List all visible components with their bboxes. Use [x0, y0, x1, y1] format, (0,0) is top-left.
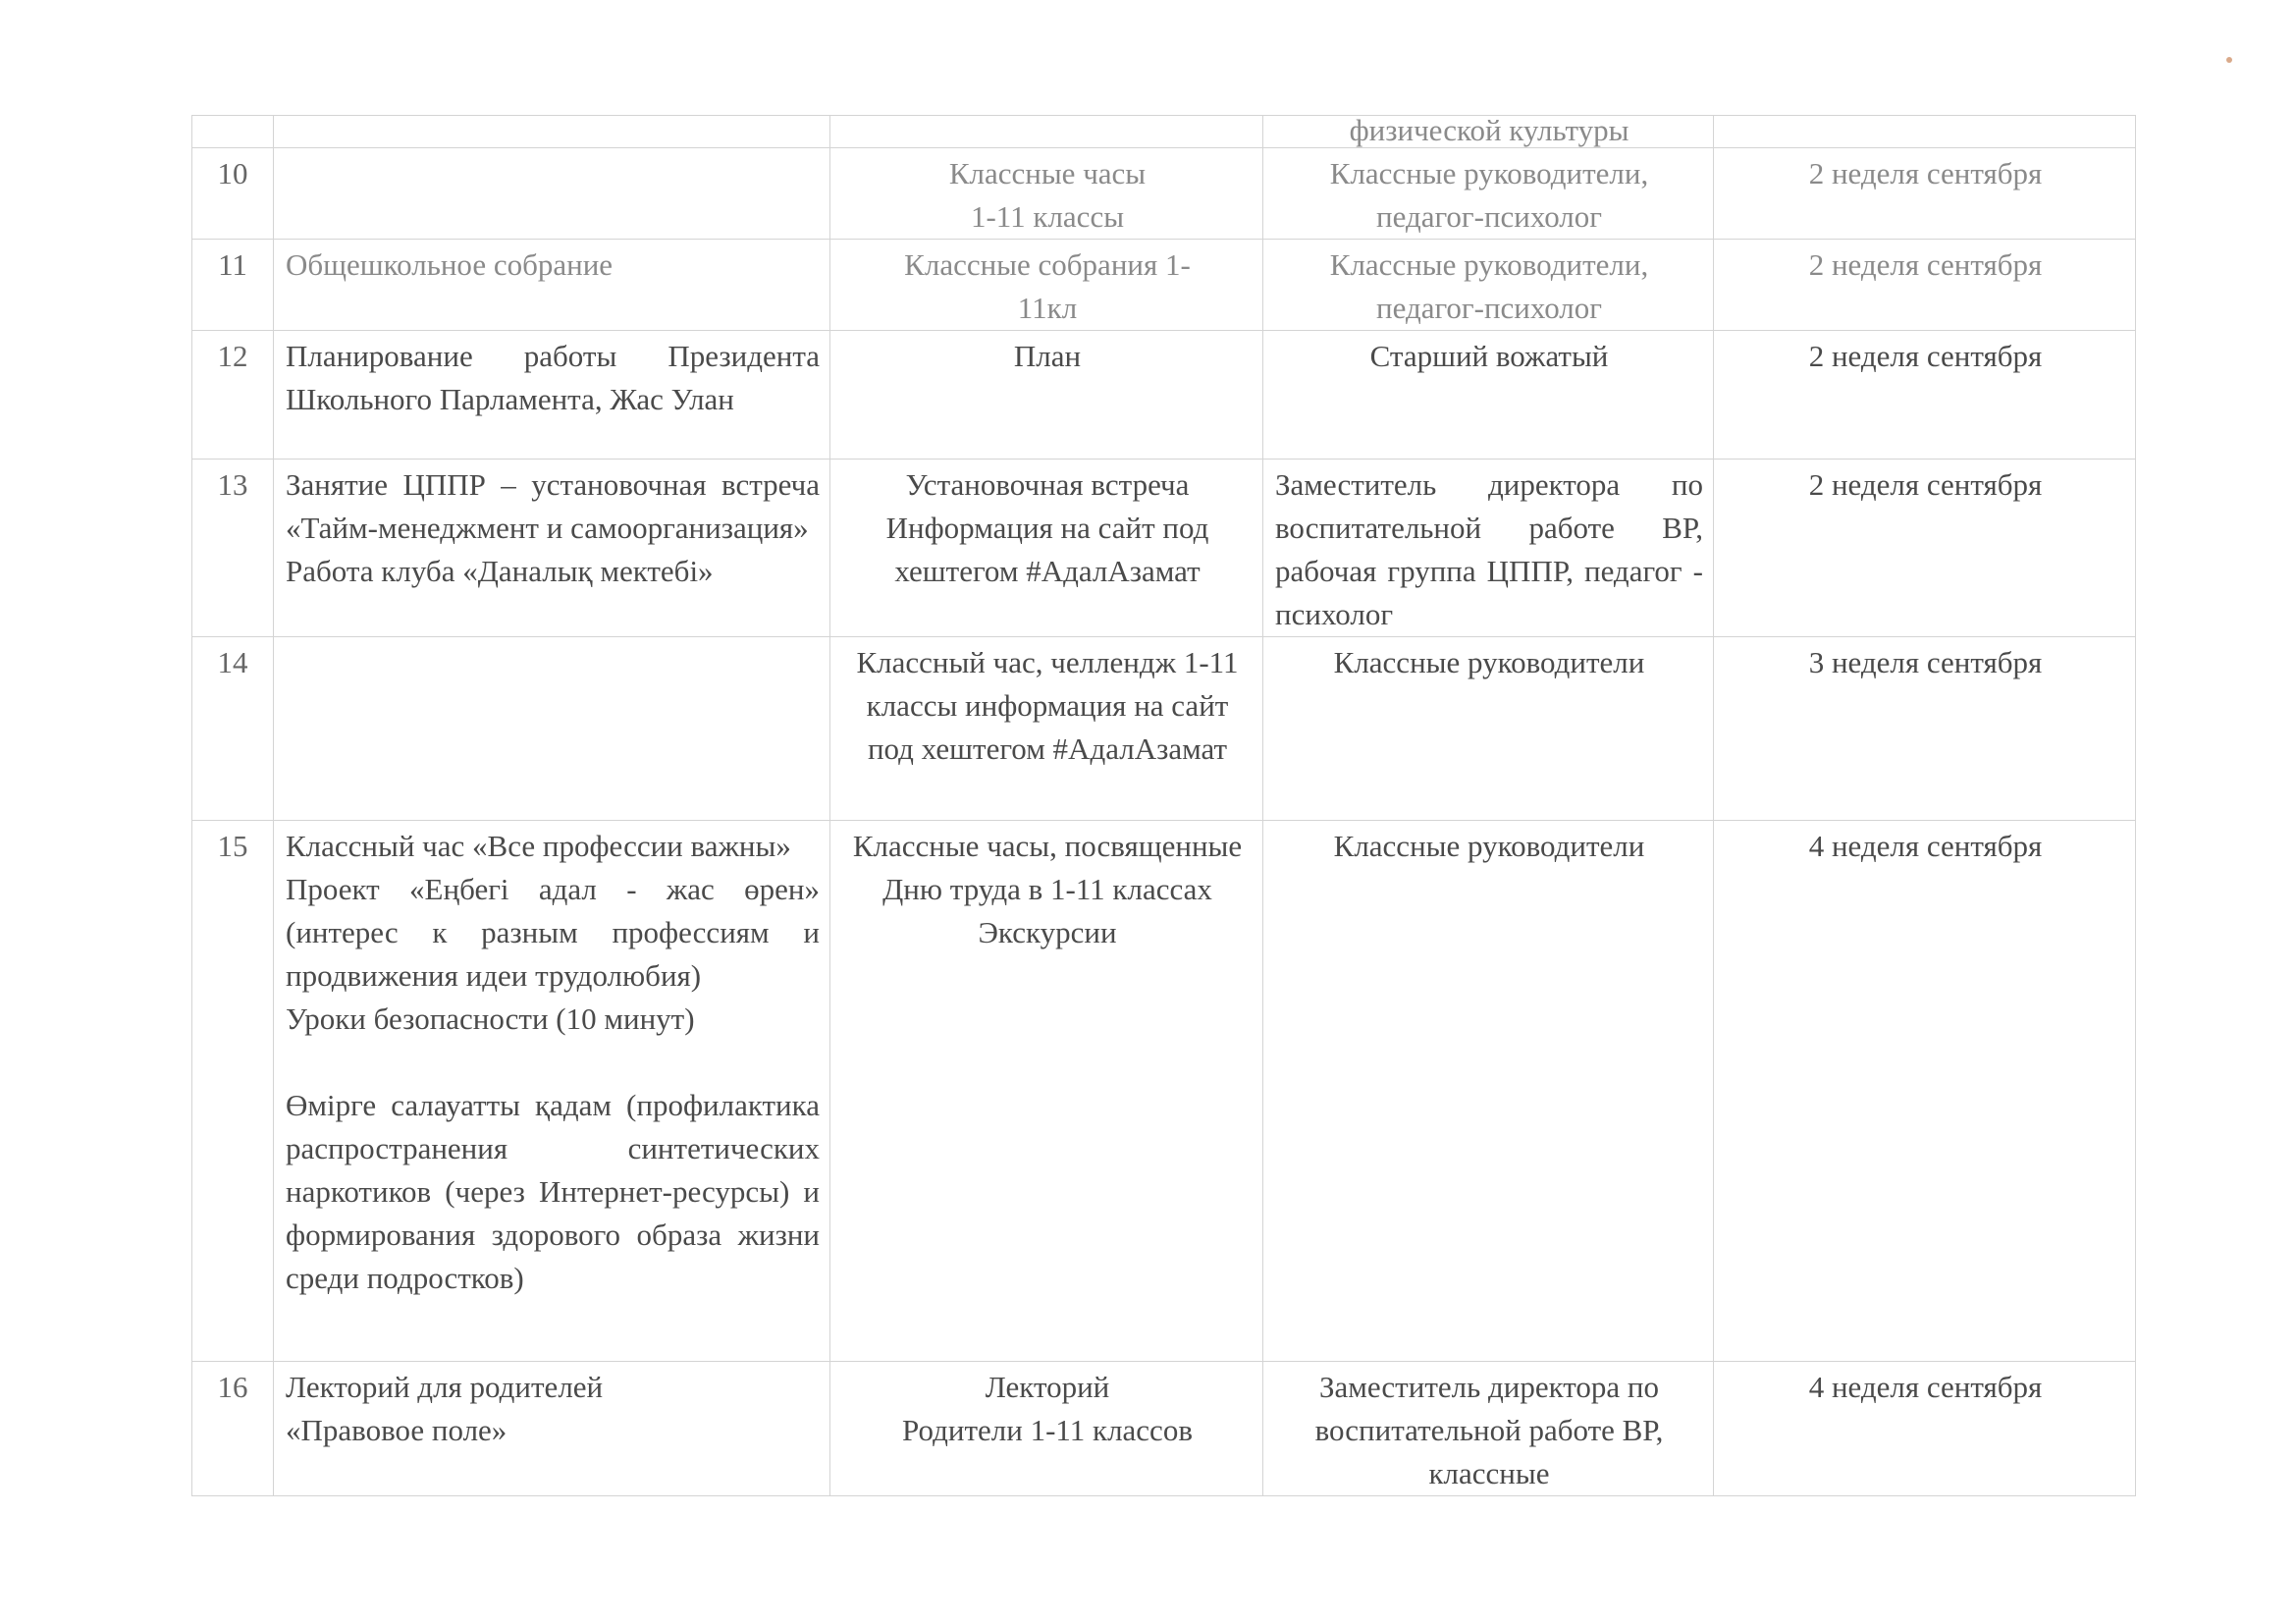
form-cell: Классные часы 1-11 классы	[830, 148, 1263, 240]
date-cell	[1714, 116, 2136, 148]
responsible-cell: Классные руководители, педагог-психолог	[1263, 240, 1714, 331]
activity-plan-table	[191, 115, 2136, 1496]
event-cell: Классный час «Все профессии важны» Проект «Еңбегі адал - жас өрен» (интерес к разным профессиям и продвижения идеи трудолюбия) Уроки безопасности (10 минут) Өмірге салауатты қадам (профилактика распространения синтетических наркотиков (через Интернет-ресурсы) и формирования здорового образа жизни среди подростков)	[274, 821, 830, 1362]
form-cell: Классные собрания 1- 11кл	[830, 240, 1263, 331]
row-number: 12	[192, 331, 274, 460]
row-number	[192, 116, 274, 148]
date-cell: 2 неделя сентября	[1714, 148, 2136, 240]
form-cell	[830, 116, 1263, 148]
table-row	[192, 1362, 2136, 1496]
event-cell: Планирование работы Президента Школьного Парламента, Жас Улан	[274, 331, 830, 460]
row-number: 10	[192, 148, 274, 240]
form-cell: Установочная встреча Информация на сайт под хештегом #АдалАзамат	[830, 460, 1263, 637]
form-cell: Классные часы, посвященные Дню труда в 1-11 классах Экскурсии	[830, 821, 1263, 1362]
date-cell: 4 неделя сентября	[1714, 821, 2136, 1362]
date-cell: 2 неделя сентября	[1714, 460, 2136, 637]
responsible-cell: физической культуры	[1263, 116, 1714, 148]
event-cell	[274, 637, 830, 821]
row-number: 15	[192, 821, 274, 1362]
responsible-cell: Старший вожатый	[1263, 331, 1714, 460]
row-number: 11	[192, 240, 274, 331]
row-number: 16	[192, 1362, 274, 1496]
event-cell: Лекторий для родителей «Правовое поле»	[274, 1362, 830, 1496]
event-cell	[274, 148, 830, 240]
table-row	[192, 331, 2136, 460]
form-cell: Лекторий Родители 1-11 классов	[830, 1362, 1263, 1496]
form-cell: План	[830, 331, 1263, 460]
table-row	[192, 148, 2136, 240]
date-cell: 2 неделя сентября	[1714, 240, 2136, 331]
responsible-cell: Заместитель директора по воспитательной работе ВР, рабочая группа ЦППР, педагог - психолог	[1263, 460, 1714, 637]
table-row	[192, 460, 2136, 637]
table-row	[192, 240, 2136, 331]
event-cell	[274, 116, 830, 148]
table-row	[192, 821, 2136, 1362]
event-cell: Общешкольное собрание	[274, 240, 830, 331]
scan-artifact-dot	[2226, 57, 2232, 63]
event-cell: Занятие ЦППР – установочная встреча «Тайм-менеджмент и самоорганизация» Работа клуба «Даналық мектебі»	[274, 460, 830, 637]
form-cell: Классный час, челлендж 1-11 классы информация на сайт под хештегом #АдалАзамат	[830, 637, 1263, 821]
responsible-cell: Классные руководители, педагог-психолог	[1263, 148, 1714, 240]
date-cell: 3 неделя сентября	[1714, 637, 2136, 821]
responsible-cell: Классные руководители	[1263, 637, 1714, 821]
row-number: 13	[192, 460, 274, 637]
row-number: 14	[192, 637, 274, 821]
responsible-cell: Заместитель директора по воспитательной работе ВР, классные	[1263, 1362, 1714, 1496]
table-row	[192, 116, 2136, 148]
date-cell: 4 неделя сентября	[1714, 1362, 2136, 1496]
table-row	[192, 637, 2136, 821]
responsible-cell: Классные руководители	[1263, 821, 1714, 1362]
date-cell: 2 неделя сентября	[1714, 331, 2136, 460]
